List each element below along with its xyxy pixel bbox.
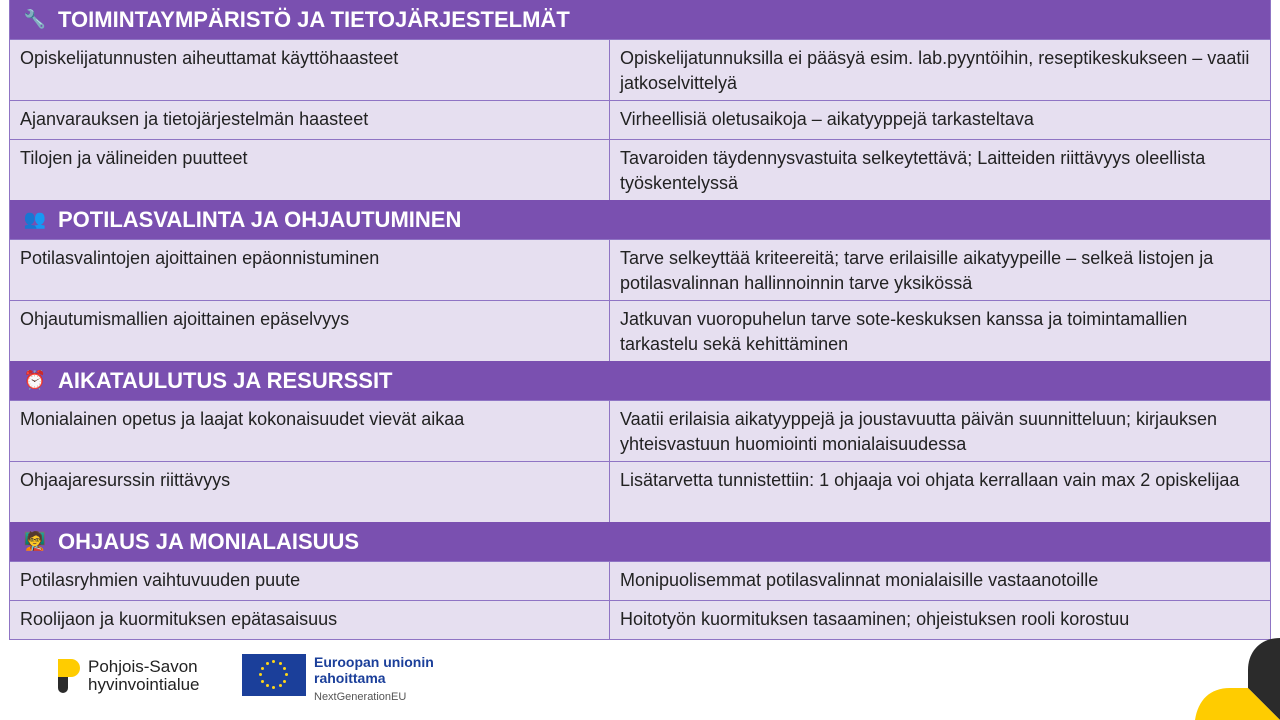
table-row	[10, 100, 1270, 139]
corner-decoration-icon	[1190, 630, 1280, 720]
action-cell: Opiskelijatunnuksilla ei pääsyä esim. lab.pyyntöihin, reseptikeskukseen – vaatii jatkoselvittelyä	[620, 48, 1250, 93]
org-name-line2: hyvinvointialue	[88, 675, 200, 694]
table-row	[10, 561, 1270, 600]
org-name-line1: Pohjois-Savon	[88, 657, 198, 676]
section-header	[10, 200, 1270, 239]
action-cell: Tarve selkeyttää kriteereitä; tarve erilaisille aikatyypeille – selkeä listojen ja potilasvalinnan hallinnoinnin tarve yksikössä	[620, 248, 1214, 293]
action-cell: Vaatii erilaisia aikatyyppejä ja joustavuutta päivän suunnitteluun; kirjauksen yhteisvastuun huomiointi monialaisuudessa	[620, 409, 1218, 454]
eu-line2: rahoittama	[314, 670, 386, 686]
table-row	[10, 600, 1270, 639]
table-row	[10, 139, 1270, 200]
eu-funding-logo	[242, 654, 434, 705]
action-cell: Jatkuvan vuoropuhelun tarve sote-keskuksen kanssa ja toimintamallien tarkastelu sekä kehittäminen	[620, 309, 1188, 354]
eu-flag-icon	[242, 654, 306, 696]
table-row	[10, 400, 1270, 461]
issue-cell: Potilasryhmien vaihtuvuuden puute	[10, 562, 610, 600]
issue-cell: Potilasvalintojen ajoittainen epäonnistuminen	[10, 240, 610, 300]
section-header	[10, 361, 1270, 400]
action-cell: Lisätarvetta tunnistettiin: 1 ohjaaja voi ohjata kerrallaan vain max 2 opiskelijaa	[620, 470, 1240, 490]
issue-cell: Ohjaajaresurssin riittävyys	[10, 462, 610, 522]
pohjois-savon-logo	[58, 658, 200, 694]
eu-line1: Euroopan unionin	[314, 654, 434, 670]
summary-table	[9, 0, 1271, 640]
issue-cell: Tilojen ja välineiden puutteet	[10, 140, 610, 200]
action-cell: Monipuolisemmat potilasvalinnat monialaisille vastaanotoille	[620, 570, 1099, 590]
alarm-clock-icon: ⏰	[23, 370, 47, 390]
section-title: POTILASVALINTA JA OHJAUTUMINEN	[58, 206, 462, 232]
eu-line3: NextGenerationEU	[314, 691, 407, 703]
action-cell: Tavaroiden täydennysvastuita selkeytettävä; Laitteiden riittävyys oleellista työskentelyssä	[620, 148, 1206, 193]
wrench-icon: 🔧	[23, 9, 47, 29]
action-cell: Virheellisiä oletusaikoja – aikatyyppejä tarkasteltava	[620, 109, 1034, 129]
issue-cell: Ajanvarauksen ja tietojärjestelmän haasteet	[10, 101, 610, 139]
issue-cell: Opiskelijatunnusten aiheuttamat käyttöhaasteet	[10, 40, 610, 100]
table-row	[10, 239, 1270, 300]
table-row	[10, 461, 1270, 522]
section-title: TOIMINTAYMPÄRISTÖ JA TIETOJÄRJESTELMÄT	[58, 6, 570, 32]
section-header	[10, 0, 1270, 39]
issue-cell: Roolijaon ja kuormituksen epätasaisuus	[10, 601, 610, 639]
section-title: OHJAUS JA MONIALAISUUS	[58, 528, 360, 554]
teacher-icon: 🧑‍🏫	[23, 531, 47, 551]
table-row	[10, 39, 1270, 100]
logo-mark-icon	[58, 659, 80, 693]
issue-cell: Monialainen opetus ja laajat kokonaisuudet vievät aikaa	[10, 401, 610, 461]
action-cell: Hoitotyön kuormituksen tasaaminen; ohjeistuksen rooli korostuu	[620, 609, 1130, 629]
people-icon: 👥	[23, 209, 47, 229]
section-header	[10, 522, 1270, 561]
table-row	[10, 300, 1270, 361]
section-title: AIKATAULUTUS JA RESURSSIT	[58, 367, 393, 393]
issue-cell: Ohjautumismallien ajoittainen epäselvyys	[10, 301, 610, 361]
